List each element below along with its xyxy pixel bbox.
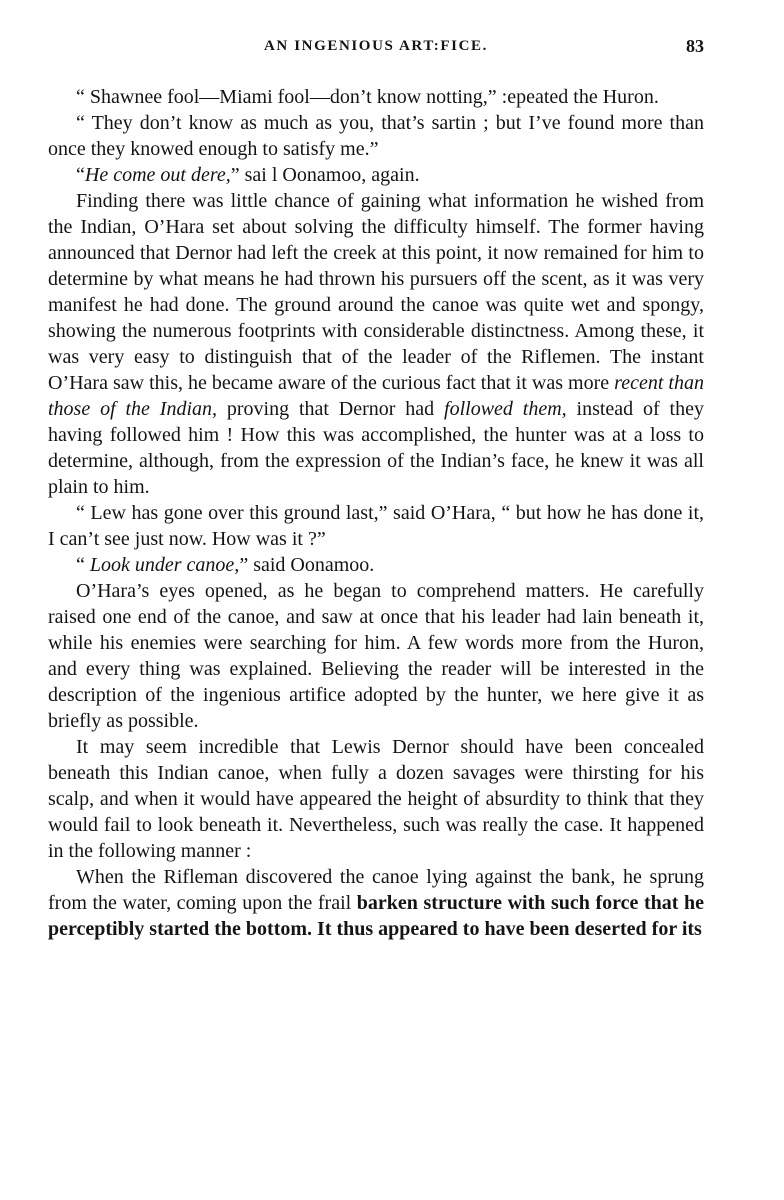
- text-run: barken structure with such force that he perceptibly started the bottom. It thus appeared to have been deserted for its: [48, 892, 704, 940]
- page-number: 83: [686, 36, 704, 56]
- text-run: “: [76, 164, 85, 186]
- italic-text: Look under canoe,: [89, 554, 240, 576]
- text-run: instead of they having followed him ! How this was accomplished, the hunter was at a loss to determine, although, from the expression of the Indian’s face, he knew it was all plain to him.: [48, 398, 704, 498]
- paragraph: [48, 552, 704, 578]
- running-head: [48, 34, 704, 58]
- text-run: When the Rifleman discovered the canoe lying against the bank, he sprung from the water, coming upon the frail: [48, 866, 704, 914]
- text-run: ” sai l Oonamoo, again.: [230, 164, 420, 186]
- text-run: “: [76, 554, 90, 576]
- text-run: It may seem incredible that Lewis Dernor should have been concealed beneath this Indian canoe, when fully a dozen savages were thirsting for his scalp, and when it would have appeared the height of absurdity to think that they would fail to look beneath it. Nevertheless, such was really the case. It happened in the following manner :: [48, 736, 704, 862]
- paragraph: [48, 734, 704, 864]
- paragraph: [48, 84, 704, 110]
- text-run: Finding there was little chance of gaining what information he wished from the Indian, O’Hara set about solving the difficulty himself. The former having announced that Dernor had left the creek at this point, it now remained for him to determine by what means he had thrown his pursuers off the scent, as it was very manifest he had done. The ground around the canoe was quite wet and spongy, showing the numerous footprints with considerable distinctness. Among these, it was very easy to distinguish that of the leader of the Riflemen. The instant O’Hara saw this, he became aware of the curious fact that it was more: [48, 190, 704, 394]
- italic-text: recent than those of the Indian,: [48, 372, 704, 420]
- text-run: “ Lew has gone over this ground last,” said O’Hara, “ but how he has done it, I can’t see just now. How was it ?”: [48, 502, 704, 550]
- text-run: O’Hara’s eyes opened, as he began to comprehend matters. He carefully raised one end of the canoe, and saw at once that his leader had lain beneath it, while his enemies were searching for him. A few words more from the Huron, and every thing was explained. Believing the reader will be interested in the description of the ingenious artifice adopted by the hunter, we here give it as briefly as possible.: [48, 580, 704, 732]
- running-title: AN INGENIOUS ART:FICE.: [263, 38, 488, 54]
- paragraph: [48, 162, 704, 188]
- paragraph: [48, 188, 704, 500]
- paragraph: [48, 500, 704, 552]
- text-run: “ Shawnee fool—Miami fool—don’t know notting,” :epeated the Huron.: [76, 86, 659, 108]
- body-text: [48, 84, 704, 942]
- paragraph: [48, 110, 704, 162]
- paragraph: [48, 578, 704, 734]
- italic-text: followed them,: [444, 398, 567, 420]
- text-run: proving that Dernor had: [217, 398, 445, 420]
- text-run: “ They don’t know as much as you, that’s sartin ; but I’ve found more than once they knowed enough to satisfy me.”: [48, 112, 704, 160]
- italic-text: He come out dere,: [84, 164, 231, 186]
- text-run: ” said Oonamoo.: [239, 554, 375, 576]
- paragraph: [48, 864, 704, 942]
